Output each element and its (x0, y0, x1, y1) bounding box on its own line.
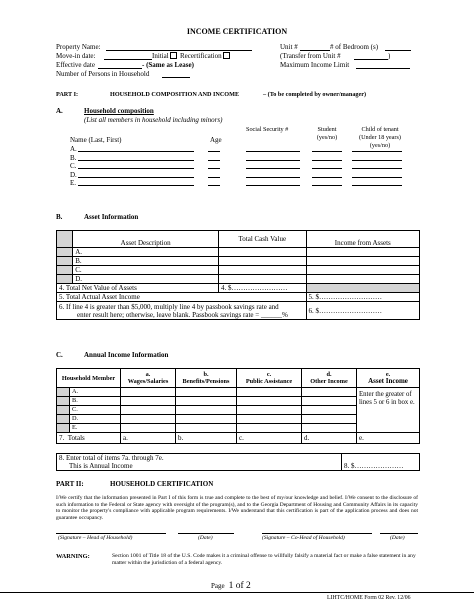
benefits-cell[interactable] (176, 397, 237, 406)
member-row-label: A. (70, 145, 77, 153)
effective-date-field[interactable] (98, 68, 142, 69)
member-name-field[interactable] (78, 160, 194, 161)
benefits-cell[interactable] (176, 406, 237, 415)
asset-row-label: C. (73, 266, 219, 275)
page-of: 1 of 2 (228, 581, 251, 591)
member-name-field[interactable] (78, 177, 194, 178)
income-row-label: C. (70, 406, 121, 415)
member-student-field[interactable] (312, 185, 342, 186)
asset-cash-cell[interactable] (219, 248, 307, 257)
member-ssn-field[interactable] (246, 185, 300, 186)
move-in-label: Move-in date: (56, 52, 96, 60)
member-age-field[interactable] (208, 151, 220, 152)
income-row-stub (57, 388, 70, 397)
member-ssn-field[interactable] (246, 160, 300, 161)
total-b[interactable]: b. (176, 433, 237, 444)
col-benefits-label: Benefits/Pensions (182, 378, 230, 385)
section-b-letter: B. (56, 213, 63, 221)
cohead-date-line[interactable] (380, 533, 418, 534)
income-row-stub (57, 406, 70, 415)
income-row-label: A. (70, 388, 121, 397)
col-member: Household Member (57, 369, 121, 388)
other-cell[interactable] (302, 424, 357, 433)
persons-label: Number of Persons in Household (56, 70, 150, 78)
public-cell[interactable] (237, 415, 302, 424)
col-ssn: Social Security # (246, 126, 289, 133)
col-age: Age (210, 136, 222, 144)
benefits-cell[interactable] (176, 388, 237, 397)
annual-income-line-2: This is Annual Income (69, 462, 133, 470)
col-public-letter: c. (266, 371, 272, 378)
cohead-date-label: (Date) (390, 535, 405, 541)
same-as-lease-note: - (Same as Lease) (142, 61, 194, 69)
total-a[interactable]: a. (121, 433, 176, 444)
other-cell[interactable] (302, 397, 357, 406)
col-other-label: Other Income (310, 378, 348, 385)
wages-cell[interactable] (121, 424, 176, 433)
asset-income-cell[interactable] (306, 266, 419, 275)
property-name-label: Property Name: (56, 43, 101, 51)
col-benefits-letter: b. (203, 371, 209, 378)
total-asset-income-label: 5. Total Actual Asset Income (57, 293, 307, 302)
member-student-field[interactable] (312, 151, 342, 152)
member-name-field[interactable] (78, 185, 194, 186)
asset-cash-cell[interactable] (219, 257, 307, 266)
member-student-field[interactable] (312, 168, 342, 169)
member-ssn-field[interactable] (246, 177, 300, 178)
asset-table (56, 230, 420, 320)
col-other-letter: d. (326, 371, 332, 378)
col-public-assistance (237, 369, 302, 388)
income-row-label: E. (70, 424, 121, 433)
persons-field[interactable] (162, 77, 190, 78)
head-signature-label: (Signature – Head of Household) (58, 535, 133, 541)
passbook-line-2: enter result here; otherwise, leave blank. Passbook savings rate = ______% (77, 310, 288, 319)
col-wages-label: Wages/Salaries (127, 378, 169, 385)
member-student-field[interactable] (312, 160, 342, 161)
recert-option[interactable] (180, 52, 231, 60)
asset-row-label: A. (73, 248, 219, 257)
page-number (211, 575, 251, 593)
income-table (56, 368, 420, 444)
bedroom-label: # of Bedroom (s) (330, 43, 379, 51)
totals-num: 7. (59, 434, 65, 442)
total-net-value-field[interactable]: 4. $…………………… (219, 284, 307, 293)
asset-corner (57, 231, 73, 248)
public-cell[interactable] (237, 424, 302, 433)
member-name-field[interactable] (78, 168, 194, 169)
total-e[interactable]: e. (357, 433, 420, 444)
cohead-signature-label: (Signature – Co-Head of Household) (262, 535, 345, 541)
member-row-label: D. (70, 170, 77, 179)
other-cell[interactable] (302, 406, 357, 415)
asset-income-cell[interactable] (306, 275, 419, 284)
member-age-field[interactable] (208, 168, 220, 169)
member-student-field[interactable] (312, 177, 342, 178)
total-net-value-shade (306, 284, 419, 293)
part2-title: HOUSEHOLD CERTIFICATION (110, 480, 214, 488)
asset-row-c-stub (57, 266, 73, 275)
warning-label: WARNING: (56, 553, 90, 560)
member-age-field[interactable] (208, 185, 220, 186)
wages-cell[interactable] (121, 415, 176, 424)
move-in-field[interactable] (104, 59, 152, 60)
part1-note: – (To be completed by owner/manager) (263, 91, 367, 98)
passbook-label (57, 302, 307, 320)
annual-income-table (56, 453, 420, 471)
wages-cell[interactable] (121, 397, 176, 406)
certification-text: I/We certify that the information presented in Part I of this form is true and complete to the best of my/our knowledge and belief. I/We consent to the disclosure of such information to the Federal or State agency with oversight of the program(s), and to the Georgia Department of Housing and Community Affairs in its capacity to monitor the property's compliance with applicable program requirements. I/We understand that this certification is part of the application process and does not guarantee occupancy. (56, 495, 418, 521)
total-c[interactable]: c. (237, 433, 302, 444)
section-a-letter: A. (56, 107, 63, 115)
part2-label: PART II: (56, 480, 84, 488)
col-public-label: Public Assistance (245, 378, 293, 385)
head-signature-line[interactable] (56, 533, 166, 534)
max-income-field[interactable] (356, 68, 410, 69)
annual-income-line-1: 8. Enter total of items 7a. through 7e. (59, 454, 164, 462)
member-child-field[interactable] (352, 151, 402, 152)
total-asset-income-field[interactable]: 5. $……………………… (306, 293, 419, 302)
member-child-field[interactable] (352, 177, 402, 178)
income-row-stub (57, 397, 70, 406)
part1-label: PART I: (56, 91, 79, 98)
property-name-field[interactable] (106, 50, 252, 51)
col-cash-value: Total Cash Value (219, 231, 307, 248)
asset-cash-cell[interactable] (219, 266, 307, 275)
initial-checkbox[interactable] (170, 52, 177, 59)
asset-row-label: B. (73, 257, 219, 266)
page-word: Page (211, 582, 225, 590)
wages-cell[interactable] (121, 388, 176, 397)
form-id: LIHTC/HOME Form 02 Rev. 12/06 (327, 595, 411, 601)
member-ssn-field[interactable] (246, 151, 300, 152)
asset-income-note: Enter the greater of lines 5 or 6 in box e. (357, 388, 420, 433)
col-name: Name (Last, First) (70, 136, 122, 144)
benefits-cell[interactable] (176, 415, 237, 424)
footer-rule (0, 592, 474, 593)
section-c-title: Annual Income Information (84, 351, 169, 359)
asset-row-d-stub (57, 275, 73, 284)
section-b-title: Asset Information (84, 213, 139, 221)
public-cell[interactable] (237, 397, 302, 406)
col-wages-letter: a. (145, 371, 151, 378)
totals-word: Totals (67, 434, 85, 442)
initial-label: Initial (152, 52, 169, 60)
income-row-label: D. (70, 415, 121, 424)
member-age-field[interactable] (208, 160, 220, 161)
member-child-field[interactable] (352, 160, 402, 161)
head-date-line[interactable] (178, 533, 234, 534)
recert-checkbox[interactable] (223, 52, 230, 59)
income-row-label: B. (70, 397, 121, 406)
col-child: Child of tenant (Under 18 years) (yes/no) (359, 126, 401, 149)
effective-date-label: Effective date (56, 61, 95, 69)
passbook-field[interactable]: 6. $……………………… (306, 302, 419, 320)
member-row-label: C. (70, 162, 77, 171)
warning-text: Section 1001 of Title 18 of the U.S. Code makes it a criminal offense to willfully falsify a material fact or make a false statement in any matter within the jurisdiction of a federal agency. (112, 553, 416, 566)
member-child-field[interactable] (352, 168, 402, 169)
asset-cash-cell[interactable] (219, 275, 307, 284)
public-cell[interactable] (237, 388, 302, 397)
other-cell[interactable] (302, 415, 357, 424)
initial-option[interactable] (152, 52, 178, 60)
annual-income-label (57, 454, 342, 471)
member-row-label: B. (70, 153, 77, 162)
recert-label: Recertification (180, 52, 222, 60)
col-asset-e-letter: e. (385, 371, 391, 378)
section-c-letter: C. (56, 351, 63, 359)
bedroom-field[interactable] (385, 50, 411, 51)
col-asset-income: Income from Assets (306, 231, 419, 248)
col-asset-e-label: Asset Income (368, 377, 408, 385)
col-asset-desc: Asset Description (73, 231, 219, 248)
section-a-subtitle: (List all members in household including minors) (84, 116, 223, 124)
totals-label (57, 433, 121, 444)
member-ssn-field[interactable] (246, 168, 300, 169)
unit-label: Unit # (280, 43, 298, 51)
member-row-label: E. (70, 179, 77, 188)
cohead-signature-line[interactable] (262, 533, 372, 534)
asset-row-a-stub (57, 248, 73, 257)
member-child-field[interactable] (352, 185, 402, 186)
member-name-field[interactable] (78, 151, 194, 152)
total-net-value-label: 4. Total Net Value of Assets (57, 284, 219, 293)
transfer-field[interactable] (354, 59, 388, 60)
income-row-stub (57, 415, 70, 424)
max-income-label: Maximum Income Limit (280, 61, 350, 69)
col-student: Student (yes/no) (316, 126, 338, 141)
public-cell[interactable] (237, 406, 302, 415)
member-age-field[interactable] (208, 177, 220, 178)
income-row-stub (57, 424, 70, 433)
unit-field[interactable] (300, 50, 330, 51)
col-other-income (302, 369, 357, 388)
col-wages (121, 369, 176, 388)
benefits-cell[interactable] (176, 424, 237, 433)
part1-title: HOUSEHOLD COMPOSITION AND INCOME (110, 91, 240, 98)
head-date-label: (Date) (198, 535, 213, 541)
asset-income-cell[interactable] (306, 248, 419, 257)
col-asset-income-e (357, 369, 420, 388)
transfer-label: (Transfer from Unit # (280, 52, 341, 60)
section-a-title: Household composition (84, 107, 154, 115)
col-benefits (176, 369, 237, 388)
annual-income-field[interactable]: 8. $………………… (342, 454, 420, 471)
page-title: INCOME CERTIFICATION (186, 27, 288, 36)
asset-row-b-stub (57, 257, 73, 266)
passbook-line-1: 6. If line 4 is greater than $5,000, multiply line 4 by passbook savings rate and (59, 302, 279, 311)
other-cell[interactable] (302, 388, 357, 397)
total-d[interactable]: d. (302, 433, 357, 444)
asset-row-label: D. (73, 275, 219, 284)
asset-income-cell[interactable] (306, 257, 419, 266)
wages-cell[interactable] (121, 406, 176, 415)
